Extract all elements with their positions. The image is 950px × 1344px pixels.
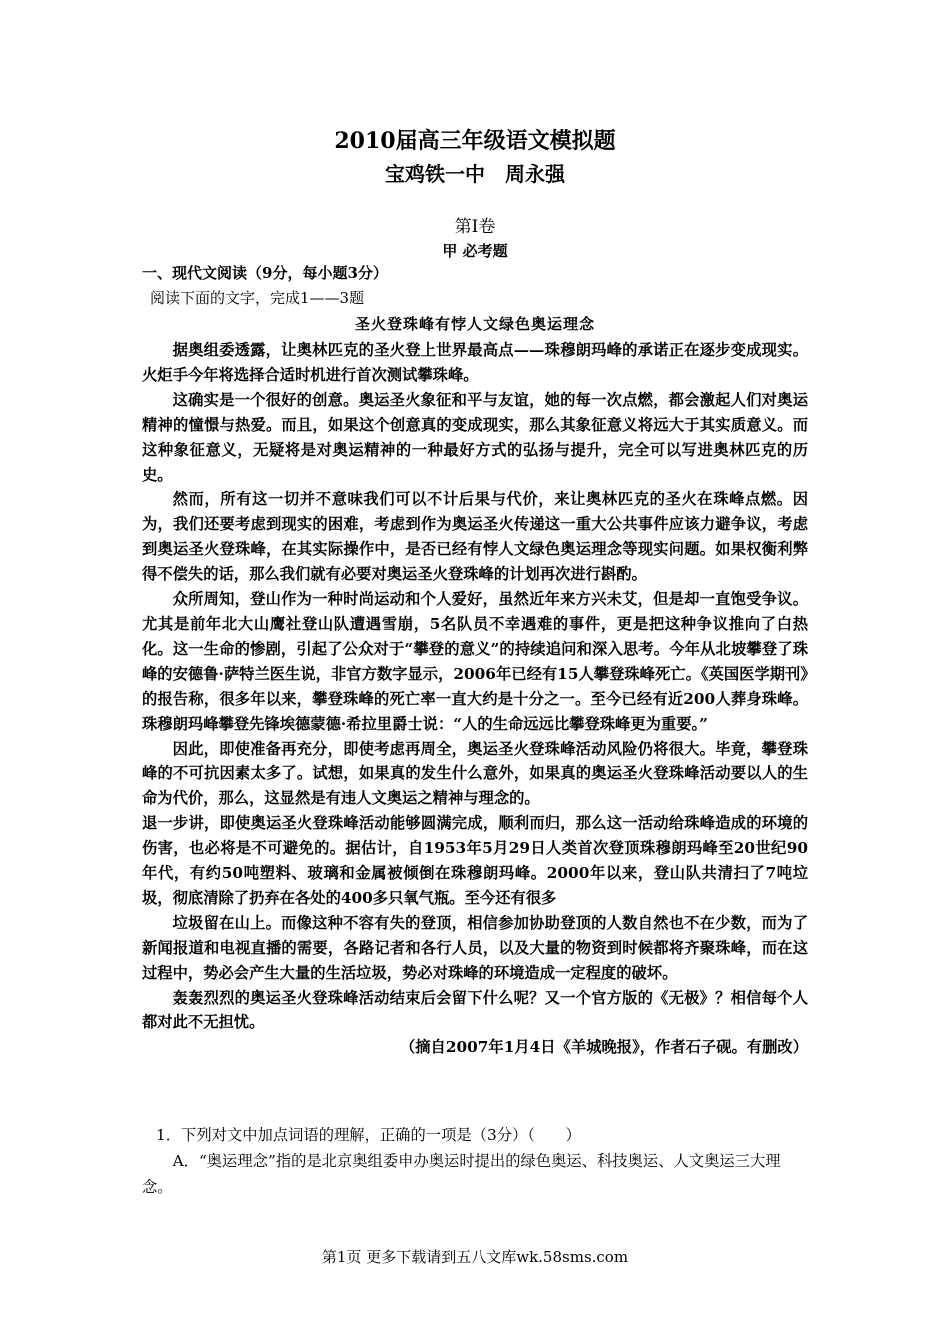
question-block: [142, 1122, 808, 1200]
article-paragraph: 然而，所有这一切并不意味我们可以不计后果与代价，来让奥林匹克的圣火在珠峰点燃。因为，我们还要考虑到现实的困难，考虑到作为奥运圣火传递这一重大公共事件应该力避争议，考虑到奥运圣火登珠峰，在其实际操作中，是否已经有悖人文绿色奥运理念等现实问题。如果权衡利弊得不偿失的话，那么我们就有必要对奥运圣火登珠峰的计划再次进行斟酌。: [142, 490, 808, 584]
article-paragraph: 轰轰烈烈的奥运圣火登珠峰活动结束后会留下什么呢？又一个官方版的《无极》？相信每个人都对此不无担忧。: [142, 988, 808, 1032]
section-heading: 一、现代文阅读（9分，每小题3分）: [142, 264, 388, 282]
exam-author: 宝鸡铁一中 周永强: [385, 162, 565, 186]
article-paragraph: 因此，即使准备再充分，即使考虑再周全，奥运圣火登珠峰活动风险仍将很大。毕竟，攀登珠峰的不可抗因素太多了。试想，如果真的发生什么意外，如果真的奥运圣火登珠峰活动要以人的生命为代价，那么，这显然是有违人文奥运之精神与理念的。: [142, 739, 808, 808]
article-paragraph: 据奥组委透露，让奥林匹克的圣火登上世界最高点——珠穆朗玛峰的承诺正在逐步变成现实。火炬手今年将选择合适时机进行首次测试攀珠峰。: [142, 341, 808, 384]
article-source: （摘自2007年1月4日《羊城晚报》，作者石子砚。有删改）: [399, 1038, 808, 1057]
question-option-a: A．“奥运理念”指的是北京奥组委申办奥运时提出的绿色奥运、科技奥运、人文奥运三大理念。: [142, 1152, 781, 1196]
volume-heading: 第Ⅰ卷: [454, 217, 496, 237]
page-footer: 第1页 更多下载请到五八文库wk.58sms.com: [321, 1248, 629, 1266]
article-paragraph: 垃圾留在山上。而像这种不容有失的登顶，相信参加协助登顶的人数自然也不在少数，而为了新闻报道和电视直播的需要，各路记者和各行人员，以及大量的物资到时候都将齐聚珠峰，而在这过程中，势必会产生大量的生活垃圾，势必对珠峰的环境造成一定程度的破坏。: [142, 913, 808, 982]
exam-title: 2010届高三年级语文模拟题: [334, 128, 616, 154]
article-body: [142, 338, 808, 1060]
article-paragraph: 众所周知，登山作为一种时尚运动和个人爱好，虽然近年来方兴未艾，但是却一直饱受争议。尤其是前年北大山鹰社登山队遭遇雪崩，5名队员不幸遇难的事件，更是把这种争议推向了白热化。这一生命的惨剧，引起了公众对于“攀登的意义”的持续追问和深入思考。今年从北坡攀登了珠峰的安德鲁·萨特兰医生说，非官方数字显示，2006年已经有15人攀登珠峰死亡。《英国医学期刊》的报告称，很多年以来，攀登珠峰的死亡率一直大约是十分之一。至今已经有近200人葬身珠峰。珠穆朗玛峰攀登先锋埃德蒙德·希拉里爵士说：“人的生命远远比攀登珠峰更为重要。”: [142, 590, 808, 733]
article-paragraph: 这确实是一个很好的创意。奥运圣火象征和平与友谊，她的每一次点燃，都会激起人们对奥运精神的憧憬与热爱。而且，如果这个创意真的变成现实，那么其象征意义将远大于其实质意义。而这种象征意义，无疑将是对奥运精神的一种最好方式的弘扬与提升，完全可以写进奥林匹克的历史。: [142, 390, 808, 484]
article-paragraph: 退一步讲，即使奥运圣火登珠峰活动能够圆满完成，顺利而归，那么这一活动给珠峰造成的环境的伤害，也必将是不可避免的。据估计，自1953年5月29日人类首次登顶珠穆朗玛峰至20世纪90年代，有约50吨塑料、玻璃和金属被倾倒在珠穆朗玛峰。2000年以来，登山队共清扫了7吨垃圾，彻底清除了扔弃在各处的400多只氧气瓶。至今还有很多: [142, 814, 808, 907]
part-heading: 甲 必考题: [442, 242, 508, 260]
question-stem: 1．下列对文中加点词语的理解，正确的一项是（3分）（ ）: [156, 1126, 581, 1144]
reading-instruction: 阅读下面的文字，完成1——3题: [150, 289, 365, 307]
article-title: 圣火登珠峰有悖人文绿色奥运理念: [354, 315, 595, 333]
